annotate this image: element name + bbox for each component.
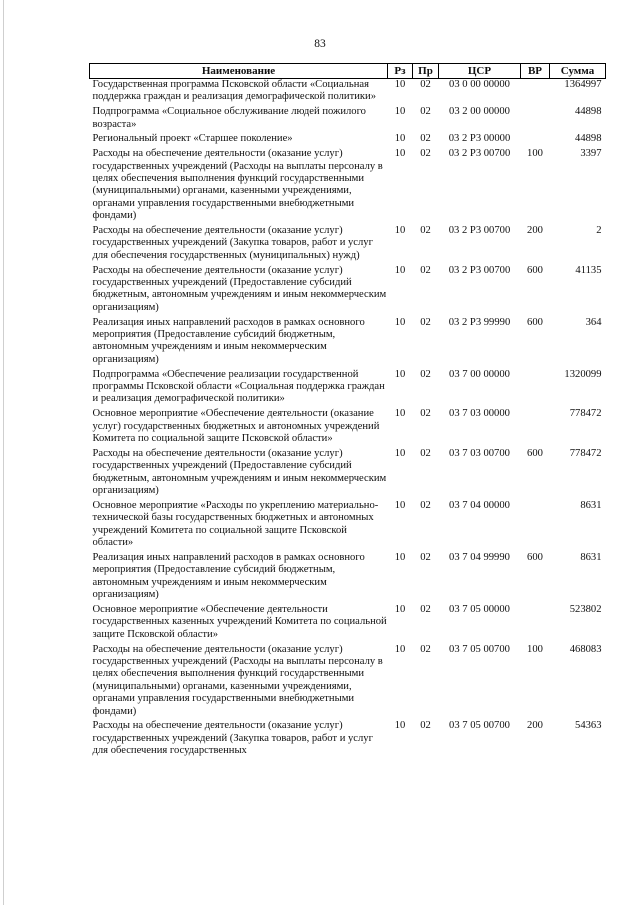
cell-name: Основное мероприятие «Расходы по укреплению материально-технической базы государственных бюджетных и автономных учреждений Комитета по социальной защите Псковской области»: [92, 499, 379, 549]
cell-vr: [521, 604, 550, 644]
cell-pr: 02: [420, 368, 431, 380]
cell-name: Расходы на обеспечение деятельности (оказание услуг) государственных учреждений (Расходы на выплаты персоналу в целях обеспечения выполнения функций государственными (муниципальными) органами, казенными учреждениями, органами управления государственными внебюджетными фондами): [92, 643, 383, 717]
cell-sum: 54363: [575, 720, 602, 732]
cell-rz: 10: [394, 225, 406, 237]
cell-rz: 10: [394, 603, 406, 615]
cell-sum: 1320099: [564, 368, 602, 380]
cell-rz: 10: [394, 316, 406, 328]
cell-name: Расходы на обеспечение деятельности (оказание услуг) государственных учреждений (Закупка товаров, работ и услуг для обеспечения государственных: [92, 720, 373, 757]
cell-csr: 03 0 00 00000: [449, 79, 510, 90]
cell-sum: 44898: [575, 106, 602, 118]
scan-edge-line: [3, 0, 4, 905]
cell-rz: 10: [394, 643, 406, 655]
cell-name: Расходы на обеспечение деятельности (оказание услуг) государственных учреждений (Расходы на выплаты персоналу в целях обеспечения выполнения функций государственными (муниципальными) органами, казенными учреждениями, органами управления государственными внебюджетными фондами): [92, 148, 383, 222]
cell-pr: 02: [420, 106, 431, 118]
cell-sum: 44898: [575, 133, 602, 145]
cell-pr: 02: [420, 133, 431, 145]
cell-name: Основное мероприятие «Обеспечение деятельности государственных казенных учреждений Комитета по социальной защите Псковской области»: [92, 603, 387, 640]
cell-pr: 02: [420, 79, 431, 90]
cell-sum: 364: [585, 316, 602, 328]
cell-sum: 8631: [580, 551, 602, 563]
cell-rz: 10: [394, 133, 406, 145]
cell-vr: 600: [527, 447, 543, 459]
cell-pr: 02: [420, 643, 431, 655]
cell-name: Подпрограмма «Социальное обслуживание людей пожилого возраста»: [92, 106, 366, 130]
cell-rz: 10: [394, 499, 406, 511]
cell-pr: 02: [420, 264, 431, 276]
cell-pr: 02: [420, 316, 431, 328]
cell-name: Подпрограмма «Обеспечение реализации государственной программы Псковской области «Социальная поддержка граждан и реализация демографической политики»: [92, 368, 385, 405]
cell-name: Основное мероприятие «Обеспечение деятельности (оказание услуг) государственных бюджетных и автономных учреждений Комитета по социальной защите Псковской области»: [92, 408, 380, 445]
cell-pr: 02: [420, 148, 431, 160]
table-row: [90, 133, 606, 148]
cell-vr: 100: [527, 643, 543, 655]
table-row: [90, 369, 606, 409]
cell-csr: 03 2 00 00000: [449, 106, 510, 118]
page-number: 83: [314, 38, 326, 50]
table-row: [90, 644, 606, 721]
table-header-row: [90, 64, 606, 79]
cell-sum: 41135: [575, 264, 602, 276]
cell-sum: 778472: [569, 408, 602, 420]
cell-pr: 02: [420, 225, 431, 237]
cell-sum: 468083: [569, 643, 602, 655]
cell-sum: 2: [596, 225, 602, 237]
header-name: Наименование: [90, 64, 388, 79]
cell-name: Региональный проект «Старшее поколение»: [92, 133, 293, 145]
cell-csr: 03 7 03 00000: [449, 408, 510, 420]
cell-vr: [521, 133, 550, 148]
cell-pr: 02: [420, 551, 431, 563]
cell-vr: 600: [527, 551, 543, 563]
cell-csr: 03 7 04 00000: [449, 499, 510, 511]
table-row: [90, 148, 606, 225]
table-row: [90, 408, 606, 448]
cell-rz: 10: [394, 106, 406, 118]
cell-rz: 10: [394, 79, 406, 90]
cell-csr: 03 7 05 00700: [449, 643, 510, 655]
cell-pr: 02: [420, 499, 431, 511]
cell-pr: 02: [420, 408, 431, 420]
header-pr: Пр: [413, 64, 439, 79]
table-row: [90, 106, 606, 133]
cell-vr: 600: [527, 316, 543, 328]
cell-rz: 10: [394, 551, 406, 563]
cell-csr: 03 2 P3 00000: [448, 133, 511, 145]
cell-vr: 600: [527, 264, 543, 276]
table-row: [90, 720, 606, 760]
cell-rz: 10: [394, 720, 406, 732]
cell-rz: 10: [394, 264, 406, 276]
cell-vr: [521, 369, 550, 409]
table-row: [90, 79, 606, 107]
cell-pr: 02: [420, 603, 431, 615]
cell-vr: [521, 500, 550, 552]
cell-rz: 10: [394, 447, 406, 459]
cell-vr: 100: [527, 148, 543, 160]
table-row: [90, 448, 606, 500]
table-row: [90, 500, 606, 552]
cell-csr: 03 7 04 99990: [449, 551, 510, 563]
cell-rz: 10: [394, 408, 406, 420]
cell-name: Государственная программа Псковской области «Социальная поддержка граждан и реализация демографической политики»: [92, 79, 376, 103]
table-row: [90, 604, 606, 644]
cell-name: Расходы на обеспечение деятельности (оказание услуг) государственных учреждений (Предоставление субсидий бюджетным, автономным учреждениям и иным некоммерческим организациям): [92, 447, 387, 497]
table-row: [90, 317, 606, 369]
table-body: [90, 79, 606, 760]
header-vr: ВР: [521, 64, 550, 79]
cell-vr: [521, 106, 550, 133]
cell-csr: 03 7 05 00700: [449, 720, 510, 732]
cell-pr: 02: [420, 447, 431, 459]
cell-pr: 02: [420, 720, 431, 732]
cell-vr: 200: [527, 720, 543, 732]
cell-csr: 03 7 05 00000: [449, 603, 510, 615]
cell-vr: [521, 408, 550, 448]
cell-csr: 03 7 03 00700: [449, 447, 510, 459]
cell-name: Реализация иных направлений расходов в рамках основного мероприятия (Предоставление субсидий бюджетным, автономным учреждениям и иным некоммерческим организациям): [92, 551, 365, 601]
cell-rz: 10: [394, 148, 406, 160]
table-row: [90, 552, 606, 604]
cell-vr: 200: [527, 225, 543, 237]
cell-name: Расходы на обеспечение деятельности (оказание услуг) государственных учреждений (Закупка товаров, работ и услуг для обеспечения государственных (муниципальных) нужд): [92, 225, 373, 261]
table-row: [90, 265, 606, 317]
cell-sum: 523802: [569, 603, 602, 615]
cell-vr: [521, 79, 550, 107]
cell-csr: 03 2 P3 99990: [448, 316, 511, 328]
header-sum: Сумма: [550, 64, 606, 79]
header-csr: ЦСР: [439, 64, 521, 79]
header-rz: Рз: [388, 64, 413, 79]
cell-sum: 1364997: [564, 79, 602, 90]
table-row: [90, 225, 606, 265]
cell-name: Расходы на обеспечение деятельности (оказание услуг) государственных учреждений (Предоставление субсидий бюджетным, автономным учреждениям и иным некоммерческим организациям): [92, 264, 387, 313]
cell-csr: 03 7 00 00000: [449, 368, 510, 380]
cell-csr: 03 2 P3 00700: [448, 225, 511, 237]
cell-csr: 03 2 P3 00700: [448, 148, 511, 160]
cell-rz: 10: [394, 368, 406, 380]
budget-table: [89, 63, 606, 760]
cell-name: Реализация иных направлений расходов в рамках основного мероприятия (Предоставление субсидий бюджетным, автономным учреждениям и иным некоммерческим организациям): [92, 316, 365, 365]
cell-sum: 3397: [580, 148, 602, 160]
cell-csr: 03 2 P3 00700: [448, 264, 511, 276]
cell-sum: 8631: [580, 499, 602, 511]
cell-sum: 778472: [569, 447, 602, 459]
